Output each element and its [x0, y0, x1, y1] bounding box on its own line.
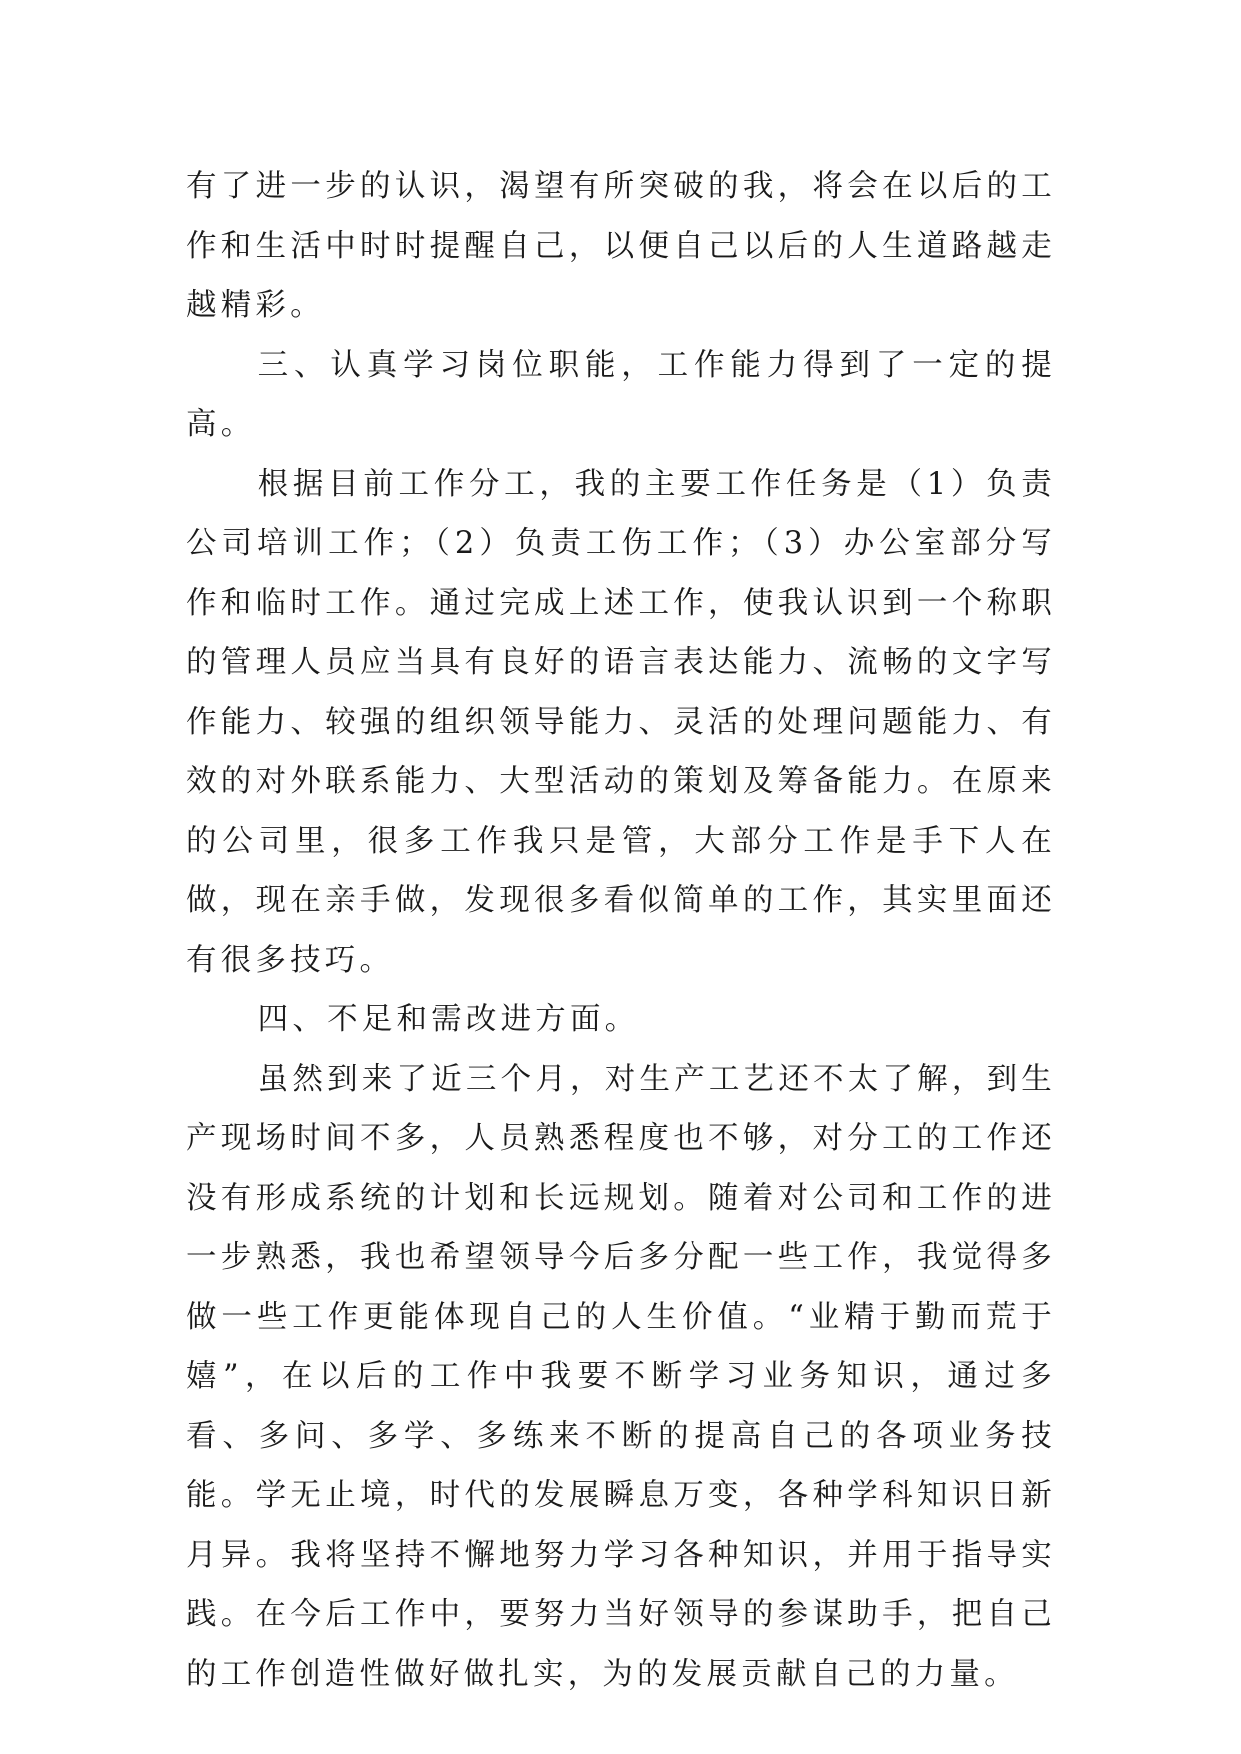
paragraph-job-duties: 根据目前工作分工，我的主要工作任务是（1）负责公司培训工作；（2）负责工伤工作；（3）办公室部分写作和临时工作。通过完成上述工作，使我认识到一个称职的管理人员应当具有良好的语言表达能力、流畅的文字写作能力、较强的组织领导能力、灵活的处理问题能力、有效的对外联系能力、大型活动的策划及筹备能力。在原来的公司里，很多工作我只是管，大部分工作是手下人在做，现在亲手做，发现很多看似简单的工作，其实里面还有很多技巧。 — [186, 466, 1056, 978]
document-body — [186, 157, 1056, 1704]
section-heading-four: 四、不足和需改进方面。 — [257, 1002, 640, 1037]
paragraph-continuation: 有了进一步的认识，渴望有所突破的我，将会在以后的工作和生活中时时提醒自己，以便自己以后的人生道路越走越精彩。 — [186, 169, 1056, 323]
section-heading-three: 三、认真学习岗位职能，工作能力得到了一定的提高。 — [186, 347, 1056, 442]
paragraph-shortcomings: 虽然到来了近三个月，对生产工艺还不太了解，到生产现场时间不多，人员熟悉程度也不够，对分工的工作还没有形成系统的计划和长远规划。随着对公司和工作的进一步熟悉，我也希望领导今后多分配一些工作，我觉得多做一些工作更能体现自己的人生价值。“业精于勤而荒于嬉”，在以后的工作中我要不断学习业务知识，通过多看、多问、多学、多练来不断的提高自己的各项业务技能。学无止境，时代的发展瞬息万变，各种学科知识日新月异。我将坚持不懈地努力学习各种知识，并用于指导实践。在今后工作中，要努力当好领导的参谋助手，把自己的工作创造性做好做扎实，为的发展贡献自己的力量。 — [186, 1061, 1056, 1692]
